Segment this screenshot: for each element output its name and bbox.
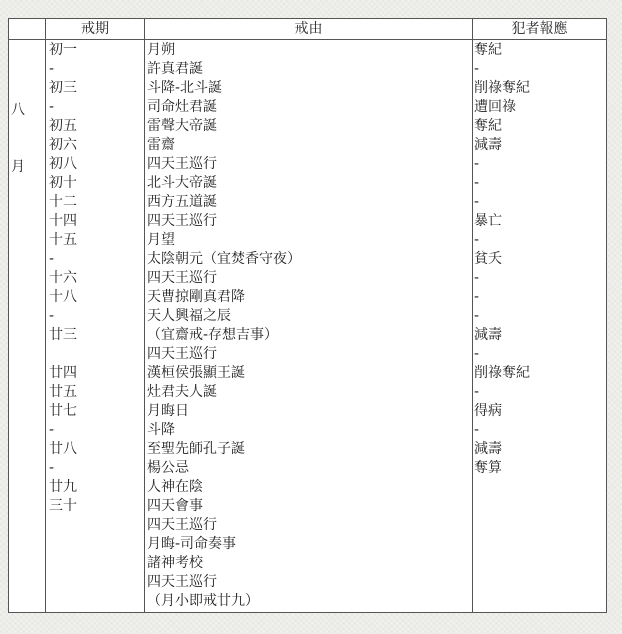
- reason-cell: 四天王巡行: [147, 346, 217, 362]
- date-cell: 廿四: [49, 365, 77, 381]
- reason-cell: 月晦日: [147, 403, 189, 419]
- reason-cell: 漢桓侯張顯王誕: [147, 365, 245, 381]
- reason-cell: （宜齋戒-存想吉事）: [147, 327, 279, 343]
- reason-cell: 諸神考校: [147, 555, 203, 571]
- retribution-cell: 奪算: [474, 460, 502, 476]
- date-cell: 十二: [49, 194, 77, 210]
- date-cell: 初五: [49, 118, 77, 134]
- reason-cell: 四天王巡行: [147, 517, 217, 533]
- date-cell: [49, 592, 77, 611]
- date-cell: -: [49, 99, 55, 115]
- date-cell: 初八: [49, 156, 77, 172]
- reason-cell: 北斗大帝誕: [147, 175, 217, 191]
- date-cell: 廿九: [49, 479, 77, 495]
- date-cell: 十六: [49, 270, 77, 286]
- date-cell: 初六: [49, 137, 77, 153]
- retribution-cell: 減壽: [474, 137, 502, 153]
- retribution-cell: [474, 573, 530, 592]
- retribution-cell: -: [474, 232, 480, 248]
- reason-cell: 許真君誕: [147, 61, 203, 77]
- reason-cell: 雷聲大帝誕: [147, 118, 217, 134]
- retribution-cell: -: [474, 61, 480, 77]
- header-retribution: 犯者報應: [511, 21, 568, 37]
- reason-cell: 月望: [147, 232, 175, 248]
- retribution-cell: 遭回祿: [474, 99, 516, 115]
- date-cell: 廿八: [49, 441, 77, 457]
- retribution-cell: -: [474, 289, 480, 305]
- date-cell: -: [49, 251, 55, 267]
- date-cell: 初三: [49, 80, 77, 96]
- header-month: [9, 19, 45, 39]
- reason-cell: 司命灶君誕: [147, 99, 217, 115]
- date-cell: 廿七: [49, 403, 77, 419]
- reason-cell: 西方五道誕: [147, 194, 217, 210]
- reason-cell: 楊公忌: [147, 460, 189, 476]
- retribution-cell: -: [474, 156, 480, 172]
- reason-cell: 灶君夫人誕: [147, 384, 217, 400]
- month-char: 月: [11, 159, 25, 175]
- precepts-table: [8, 18, 607, 613]
- column-divider: [144, 19, 145, 612]
- retribution-cell: -: [474, 422, 480, 438]
- reason-cell: （月小即戒廿九）: [147, 593, 259, 609]
- retribution-cell: [474, 592, 530, 611]
- date-cell: 初一: [49, 42, 77, 58]
- retribution-cell: 奪紀: [474, 118, 502, 134]
- reason-cell: 月朔: [147, 42, 175, 58]
- retribution-cell: 奪紀: [474, 42, 502, 58]
- retribution-cell: -: [474, 384, 480, 400]
- reason-cell: 四天會事: [147, 498, 203, 514]
- retribution-cell: 減壽: [474, 441, 502, 457]
- retribution-cell: 得病: [474, 403, 502, 419]
- month-char: 八: [11, 102, 25, 118]
- retribution-cell: -: [474, 308, 480, 324]
- header-date: 戒期: [81, 21, 109, 37]
- retribution-column: [474, 41, 530, 611]
- reason-cell: 天人興福之辰: [147, 308, 231, 324]
- date-cell: [49, 345, 77, 364]
- column-divider: [472, 19, 473, 612]
- retribution-cell: -: [474, 194, 480, 210]
- date-cell: -: [49, 460, 55, 476]
- reason-cell: 四天王巡行: [147, 574, 217, 590]
- date-cell: 十四: [49, 213, 77, 229]
- retribution-cell: [474, 516, 530, 535]
- date-cell: [49, 573, 77, 592]
- date-cell: -: [49, 308, 55, 324]
- date-cell: 初十: [49, 175, 77, 191]
- retribution-cell: 減壽: [474, 327, 502, 343]
- retribution-cell: 貧夭: [474, 251, 502, 267]
- date-cell: -: [49, 61, 55, 77]
- retribution-cell: [474, 554, 530, 573]
- retribution-cell: -: [474, 346, 480, 362]
- reason-cell: 太陰朝元（宜焚香守夜）: [147, 251, 301, 267]
- reason-cell: 人神在陰: [147, 479, 203, 495]
- reason-cell: 天曹掠剛真君降: [147, 289, 245, 305]
- retribution-cell: [474, 535, 530, 554]
- retribution-cell: [474, 497, 530, 516]
- date-cell: [49, 535, 77, 554]
- date-cell: 廿三: [49, 327, 77, 343]
- reason-cell: 至聖先師孔子誕: [147, 441, 245, 457]
- date-cell: 十八: [49, 289, 77, 305]
- date-cell: 三十: [49, 498, 77, 514]
- reason-cell: 四天王巡行: [147, 270, 217, 286]
- date-cell: 十五: [49, 232, 77, 248]
- retribution-cell: 削祿奪紀: [474, 80, 530, 96]
- retribution-cell: -: [474, 175, 480, 191]
- reason-cell: 斗降: [147, 422, 175, 438]
- reason-cell: 斗降-北斗誕: [147, 80, 223, 96]
- reason-cell: 月晦-司命奏事: [147, 536, 237, 552]
- date-cell: [49, 554, 77, 573]
- date-cell: [49, 516, 77, 535]
- reason-cell: 四天王巡行: [147, 156, 217, 172]
- date-cell: -: [49, 422, 55, 438]
- header-reason: 戒由: [294, 21, 323, 37]
- retribution-cell: -: [474, 270, 480, 286]
- date-column: [49, 41, 77, 611]
- retribution-cell: 暴亡: [474, 213, 502, 229]
- retribution-cell: 削祿奪紀: [474, 365, 530, 381]
- retribution-cell: [474, 478, 530, 497]
- reason-cell: 雷齋: [147, 137, 175, 153]
- column-divider: [45, 19, 46, 612]
- reason-cell: 四天王巡行: [147, 213, 217, 229]
- date-cell: 廿五: [49, 384, 77, 400]
- reason-column: [147, 41, 301, 611]
